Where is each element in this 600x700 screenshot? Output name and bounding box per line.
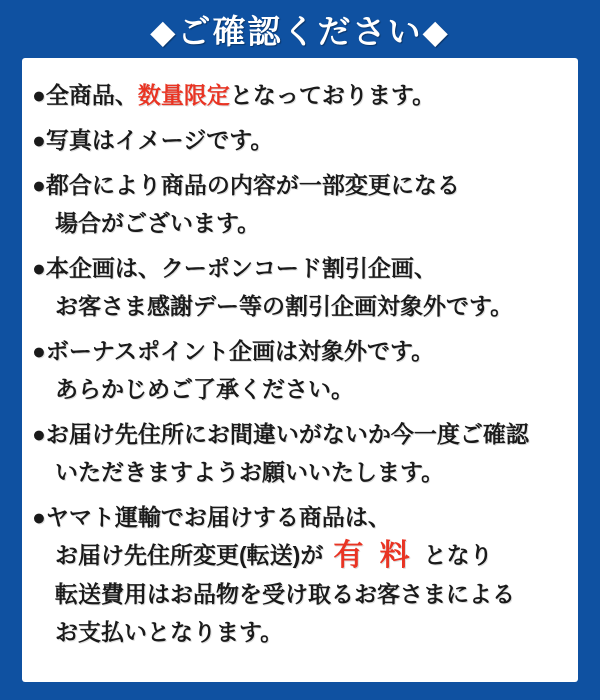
notice-line xyxy=(32,415,570,453)
notice-line xyxy=(32,249,570,287)
notice-item-yamato-forwarding xyxy=(32,498,570,651)
header-banner xyxy=(0,0,600,58)
text-segment: ●写真はイメージです。 xyxy=(32,127,274,153)
notice-box xyxy=(22,58,578,682)
notice-line xyxy=(32,166,570,204)
notice-line xyxy=(32,498,570,536)
text-segment: ●本企画は、クーポンコード割引企画、 xyxy=(32,255,437,281)
notice-line xyxy=(32,121,570,159)
notice-item-content-change xyxy=(32,166,570,242)
notice-item-photo-image xyxy=(32,121,570,159)
notice-line xyxy=(32,370,570,408)
text-segment: ●ボーナスポイント企画は対象外です。 xyxy=(32,338,435,364)
notice-line xyxy=(32,613,570,651)
notice-item-discount-exclusion xyxy=(32,249,570,325)
text-segment: ●都合により商品の内容が一部変更になる xyxy=(32,172,460,198)
text-segment: お届け先住所変更(転送)が xyxy=(55,542,324,568)
text-segment: いただきますようお願いいたします。 xyxy=(55,459,445,485)
text-segment: となり xyxy=(423,542,493,568)
notice-line xyxy=(32,332,570,370)
text-segment: ●お届け先住所にお間違いがないか今一度ご確認 xyxy=(32,421,529,447)
highlighted-text: 数量限定 xyxy=(137,82,230,108)
text-segment: となっております。 xyxy=(229,82,436,108)
text-segment: あらかじめご了承ください。 xyxy=(55,376,354,402)
notice-line xyxy=(32,287,570,325)
notice-line xyxy=(32,536,570,575)
page-title: ◆ご確認ください◆ xyxy=(150,12,450,50)
text-segment: 場合がございます。 xyxy=(55,210,261,236)
notice-line xyxy=(32,453,570,491)
notice-item-address-confirmation xyxy=(32,415,570,491)
fee-highlight-text: 有 料 xyxy=(333,539,414,572)
notice-line xyxy=(32,204,570,242)
notice-line xyxy=(32,76,570,114)
text-segment: ●ヤマト運輸でお届けする商品は、 xyxy=(32,504,391,530)
text-segment: 転送費用はお品物を受け取るお客さまによる xyxy=(55,581,515,607)
notice-item-bonus-point xyxy=(32,332,570,408)
text-segment: お支払いとなります。 xyxy=(55,619,284,645)
text-segment: お客さま感謝デー等の割引企画対象外です。 xyxy=(55,293,514,319)
notice-item-limited-quantity xyxy=(32,76,570,114)
notice-line xyxy=(32,575,570,613)
text-segment: ●全商品、 xyxy=(32,82,138,108)
